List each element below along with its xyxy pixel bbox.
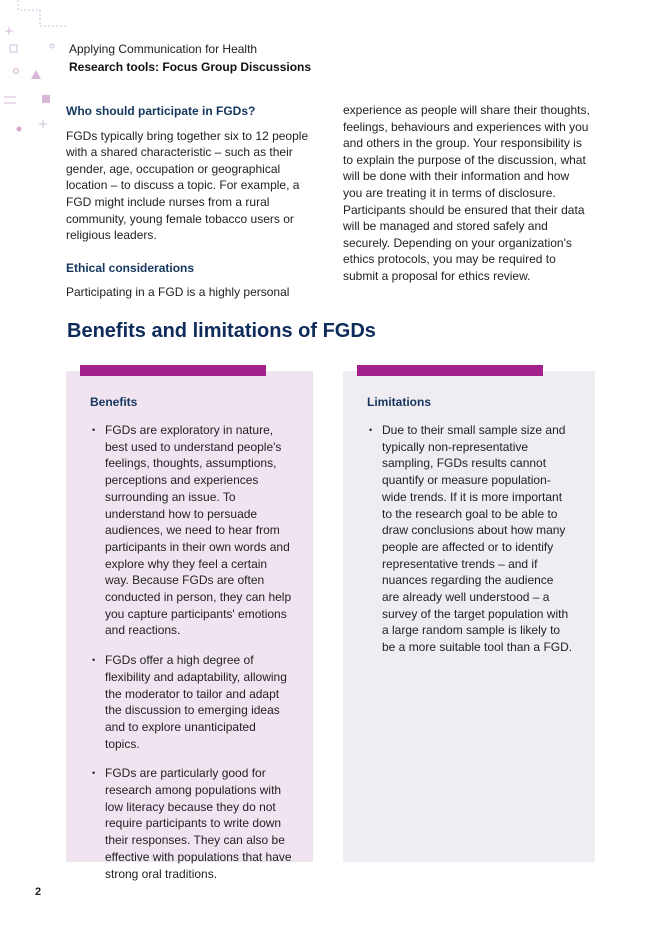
ethics-body-continued: experience as people will share their thoughts, feelings, behaviours and experiences with you and others in the group. Your responsibility is to explain the purpose of the discussion, what will be done with their information and how you are treating it in terms of disclosure. Participants should be ensured that their data will be managed and stored safely and securely. Depending on your organization's ethics protocols, you may be required to submit a proposal for ethics review. [343, 103, 590, 283]
list-item: • FGDs are particularly good for research among populations with low literacy because they do not require participants to write down their responses. They can also be effective with populations that have strong oral traditions. [92, 765, 292, 882]
lines-icon [4, 97, 16, 103]
series-title: Applying Communication for Health [69, 42, 258, 56]
page-header [69, 40, 311, 76]
circle-outline-icon [14, 69, 19, 74]
benefits-accent-bar [80, 365, 266, 376]
square-outline-icon [10, 45, 17, 52]
participants-body: FGDs typically bring together six to 12 people with a shared characteristic – such as their gender, age, occupation or geographical location – to discuss a topic. For example, a FGD might include nurses from a rural community, young female tobacco users or religious leaders. [66, 128, 309, 243]
right-column [343, 102, 591, 285]
left-column [66, 103, 316, 301]
list-item: • FGDs are exploratory in nature, best used to understand people's feelings, thoughts, assumptions, perceptions and experiences surrounding an issue. To understand how to persuade audiences, we need to hear from participants in their own words and explore why they feel a certain way. Because FGDs are often conducted in person, they can help you capture participants' emotions and reactions. [92, 422, 292, 639]
dashed-frame-icon [18, 0, 66, 26]
triangle-icon [31, 70, 41, 79]
section-title: Benefits and limitations of FGDs [67, 320, 376, 342]
list-item: • Due to their small sample size and typically non-representative sampling, FGDs results cannot quantify or measure population-wide trends. If it is more important to the research goal to be able to draw conclusions about how many people are affected or to identify representative trends – and if nuances regarding the audience are already well understood – a survey of the target population with a large random sample is likely to be a more suitable tool than a FGD. [369, 422, 573, 656]
small-circle-icon [50, 44, 54, 48]
limitations-accent-bar [357, 365, 543, 376]
benefits-list [92, 422, 292, 895]
limitations-heading: Limitations [367, 395, 432, 409]
benefits-panel [66, 371, 313, 881]
document-title: Research tools: Focus Group Discussions [69, 60, 312, 74]
small-plus-icon [39, 120, 47, 128]
list-item: • FGDs offer a high degree of flexibility and adaptability, allowing the moderator to tailor and adapt the discussion to emerging ideas and to explore unanticipated topics. [92, 652, 292, 752]
plus-icon [5, 27, 13, 35]
participants-heading: Who should participate in FGDs? [66, 104, 256, 118]
page-number: 2 [35, 886, 42, 898]
benefits-heading: Benefits [90, 395, 138, 409]
ethics-heading: Ethical considerations [66, 260, 195, 275]
ethics-body-start: Participating in a FGD is a highly personal [66, 285, 290, 300]
square-filled-icon [42, 95, 50, 103]
limitations-panel [343, 371, 595, 862]
limitations-list [369, 422, 573, 669]
dot-icon [17, 127, 22, 132]
